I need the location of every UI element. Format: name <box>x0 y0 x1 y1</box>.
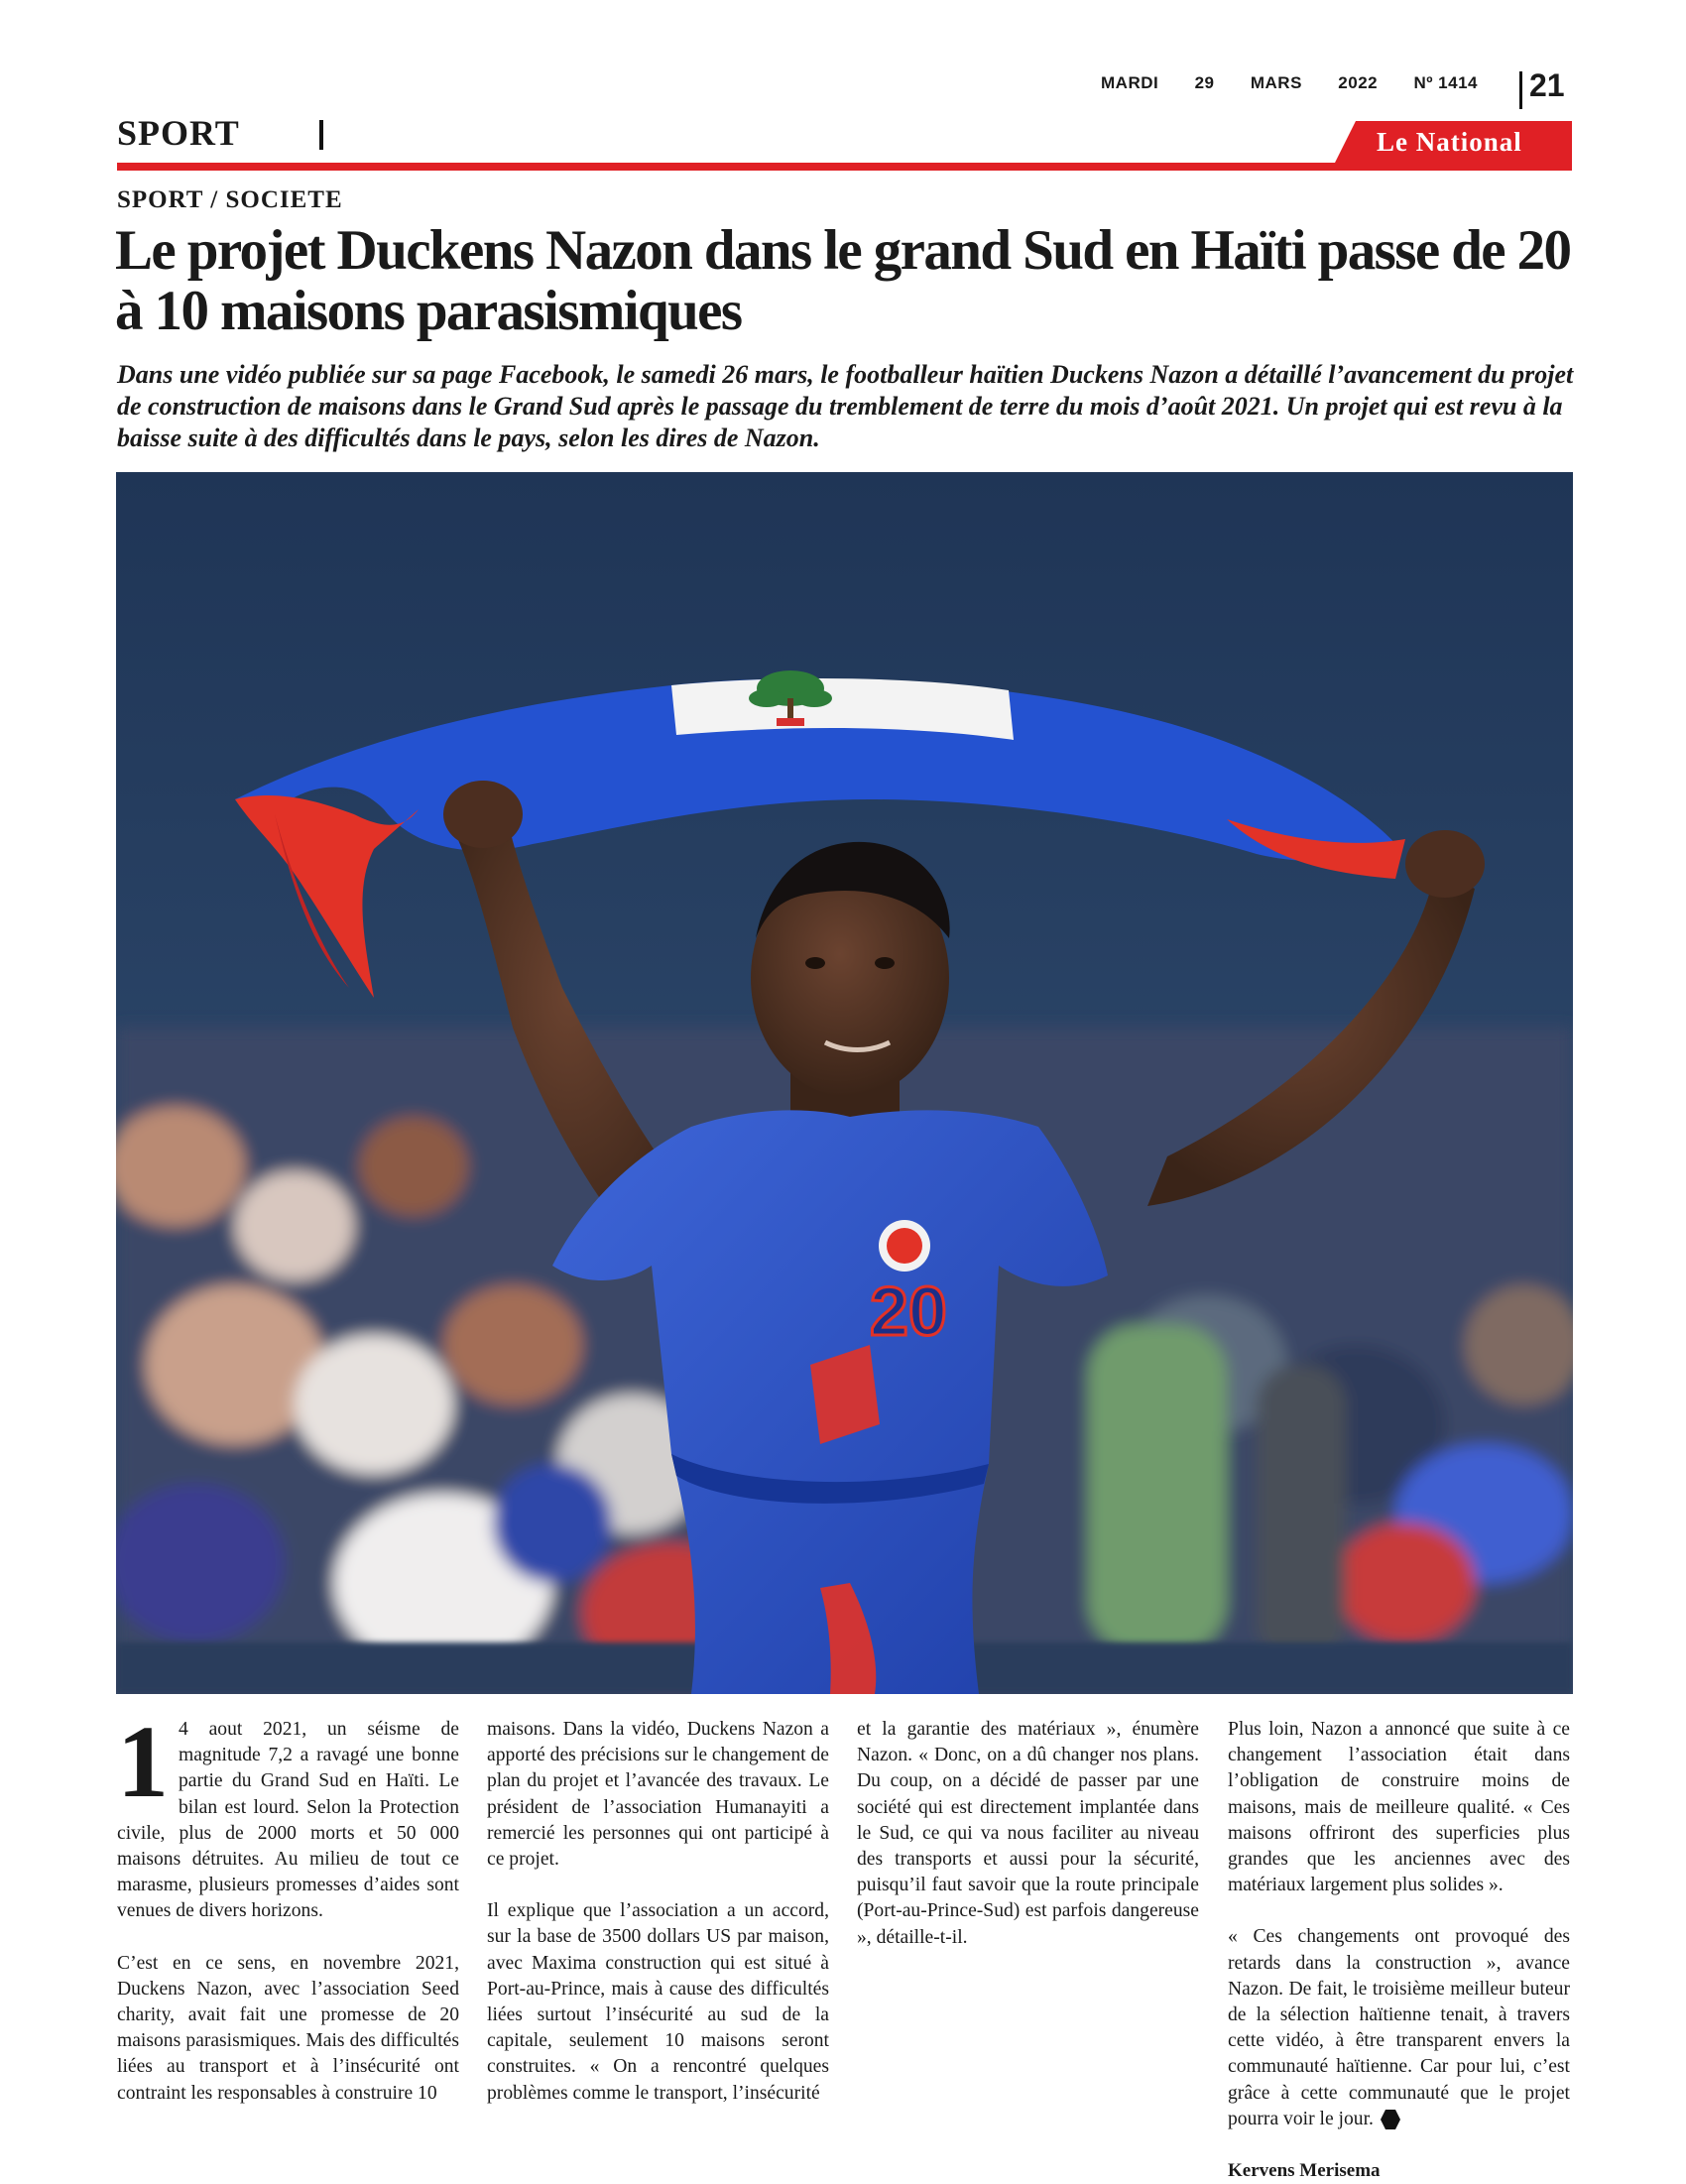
section-separator <box>319 120 323 150</box>
header-dateline <box>1101 73 1478 93</box>
article-paragraph-continued: maisons. Dans la vidéo, Duckens Nazon a apporté des précisions sur le changement de plan du projet et l’avancée des travaux. Le président de l’association Humanayiti a remercié les personnes qui ont participé à ce projet. <box>487 1719 829 1871</box>
article-paragraph-2: C’est en ce sens, en novembre 2021, Duckens Nazon, avec l’association Seed charity, avait fait une promesse de 20 maisons parasismiques. Mais des difficultés liées au transport et à l’insécurité ont contraint les responsables à construire 10 <box>117 1952 459 2104</box>
article-paragraph-3-start: Il explique que l’association a un accord, sur la base de 3500 dollars US par maison, avec Maxima construction qui est situé à Port-au-Prince, mais à cause des difficultés liées surtout l’insécurité au sud de la capitale, seulement 10 maisons seront construites. « On a rencontré quelques problèmes comme le transport, l’insécurité <box>487 1900 829 2104</box>
article-standfirst: Dans une vidéo publiée sur sa page Facebook, le samedi 26 mars, le footballeur haïtien Duckens Nazon a détaillé l’avancement du projet de construction de maisons dans le Grand Sud après le passage du tremblement de terre du mois d’août 2021. Un projet qui est revu à la baisse suite à des difficultés dans le pays, selon les dires de Nazon. <box>117 360 1574 452</box>
section-label: SPORT <box>117 113 240 153</box>
end-mark-icon <box>1380 2109 1401 2130</box>
header-day: MARDI <box>1101 73 1159 92</box>
article-paragraph-5: « Ces changements ont provoqué des retards dans la construction », avance Nazon. De fait, le troisième meilleur buteur de la sélection haïtienne tenait, à travers cette vidéo, à être transparent envers la communauté haïtienne. Car pour lui, c’est grâce à cette communauté que le projet pourra voir le jour. <box>1228 1926 1570 2129</box>
header-rule <box>117 163 1572 171</box>
drop-cap: 1 <box>117 1705 169 1819</box>
article-paragraph-3: et la garantie des matériaux », énumère Nazon. « Donc, on a dû changer nos plans. Du coup, on a décidé de passer par une société qui est directement implantée dans le Sud, ce qui va nous faciliter au niveau des transports et aussi pour la sécurité, puisqu’il faut savoir que la route principale (Port-au-Prince-Sud) est parfois dangereuse », détaille-t-il. <box>857 1719 1199 1948</box>
page-number-divider <box>1519 71 1522 109</box>
page-number: 21 <box>1529 67 1565 103</box>
article-headline: Le projet Duckens Nazon dans le grand Sud en Haïti passe de 20 à 10 maisons parasismiques <box>115 219 1571 342</box>
article-column-1 <box>117 1705 459 2132</box>
article-paragraph-1: 1 4 aout 2021, un séisme de magnitude 7,2 a ravagé une bonne partie du Grand Sud en Haïti. Le bilan est lourd. Selon la Protection civile, plus de 2000 morts et 50 000 maisons détruites. Au milieu de tout ce marasme, plusieurs promesses d’aides sont venues de divers horizons. <box>117 1705 459 1922</box>
article-photo <box>116 472 1573 1694</box>
article-paragraph-4: Plus loin, Nazon a annoncé que suite à ce changement l’association était dans l’obligation de construire moins de maisons, mais de meilleure qualité. « Ces maisons offriront des superficies plus grandes que les anciennes avec des matériaux largement plus solides ». <box>1228 1719 1570 1896</box>
article-author: Kervens Merisema <box>1228 2160 1381 2182</box>
header-year: 2022 <box>1338 73 1379 92</box>
header-issue: Nº 1414 <box>1413 73 1478 92</box>
header-date: 29 <box>1194 73 1215 92</box>
svg-text:20: 20 <box>870 1273 947 1350</box>
brand-label: Le National <box>1377 127 1522 157</box>
article-column-2 <box>487 1717 829 2107</box>
article-kicker: SPORT / SOCIETE <box>117 186 343 213</box>
article-column-4 <box>1228 1717 1570 2184</box>
article-column-3 <box>857 1717 1199 1977</box>
header-month: MARS <box>1250 73 1302 92</box>
